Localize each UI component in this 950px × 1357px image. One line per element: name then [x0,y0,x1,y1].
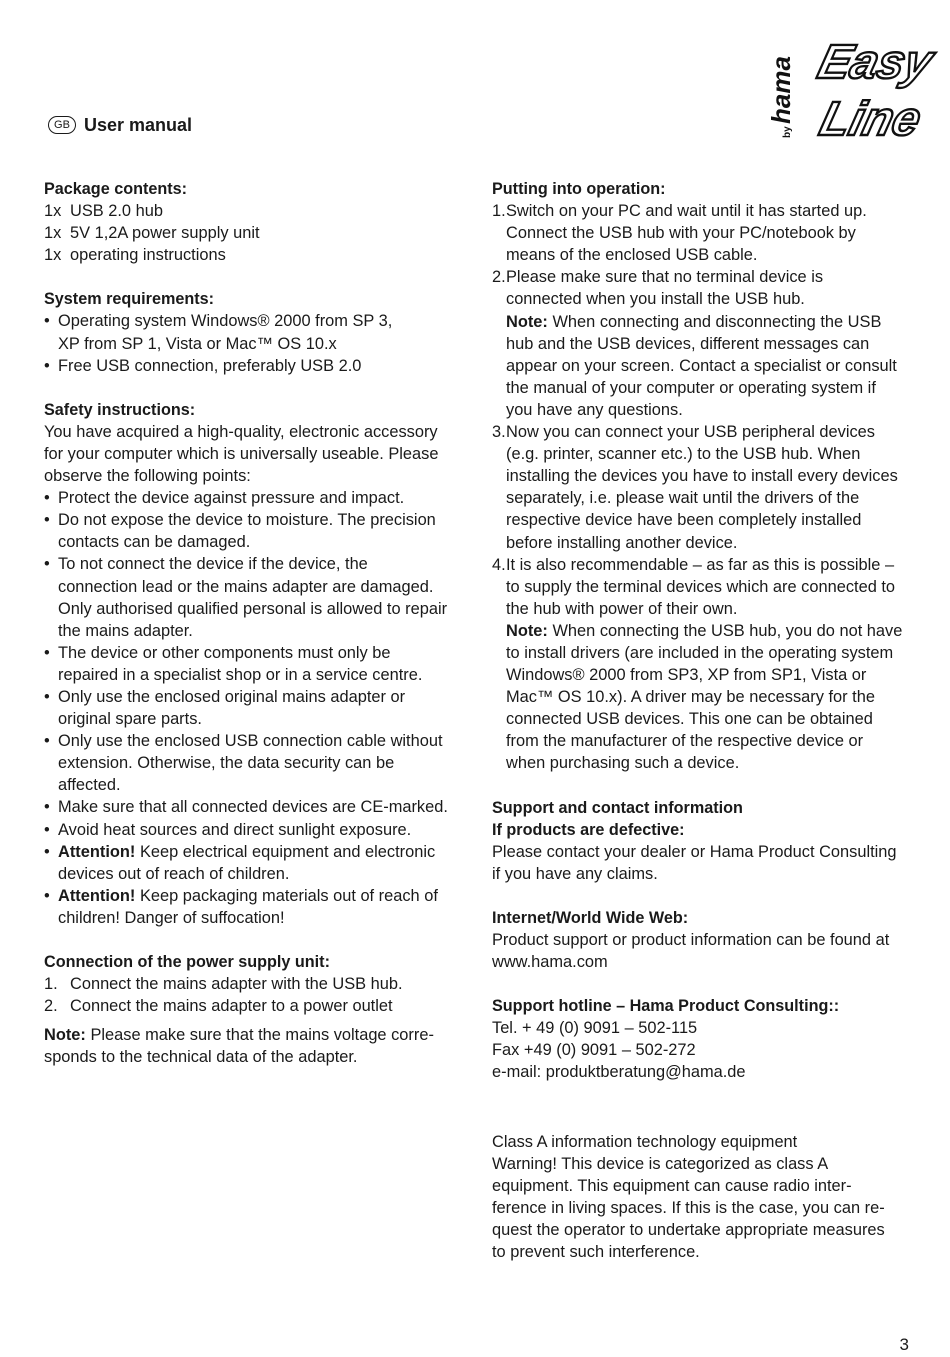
note-text: Mac™ OS 10.x). A driver may be necessary for the [506,688,875,707]
item-quantity: 1x [44,246,62,265]
package-contents-section [44,178,464,266]
item-body [58,730,443,796]
list-item [44,642,464,686]
email-link[interactable]: e-mail: produktberatung@hama.de [492,1063,746,1082]
item-text: Protect the device against pressure and impact. [58,489,405,508]
step-text: installing the devices you have to install every devices [506,467,898,486]
notice-text: Class A information technology equipment [492,1133,798,1151]
list-item [44,310,464,354]
list-item [44,487,464,509]
list-item [44,796,464,818]
list-item [44,841,464,885]
bullet-icon: • [44,820,50,839]
list-item [492,554,916,775]
list-item [44,355,464,377]
page-title: User manual [84,115,193,135]
item-line [58,487,404,509]
step-text: separately, i.e. please wait until the drivers of the [506,489,860,508]
bullet-icon: • [44,312,50,331]
item-line [58,642,422,664]
item-body [58,841,435,885]
note-text: sponds to the technical data of the adapter. [44,1048,358,1067]
logo-easy-text: Easy [812,35,939,89]
list-item [44,553,464,641]
language-badge: GB [48,116,76,134]
item-text: Avoid heat sources and direct sunlight exposure. [58,820,412,839]
note-label: Note: [506,312,548,331]
section-heading: Support hotline – Hama Product Consulting:: [492,997,840,1016]
item-line [58,841,435,863]
website-link[interactable]: www.hama.com [492,953,608,972]
power-supply-steps [44,973,464,1017]
note-line [506,399,897,421]
bullet-icon: • [44,842,50,861]
class-a-notice [492,1131,916,1264]
safety-section [44,399,464,929]
note-line [506,377,897,399]
item-text: To not connect the device if the device, the [58,555,368,574]
item-text: Only authorised qualified personal is allowed to repair [58,599,448,618]
item-line [58,509,436,531]
step-text: respective device have been completely installed [506,511,862,530]
note-text: Windows® 2000 from SP3, XP from SP1, Vista or [506,666,867,685]
item-body [506,421,898,554]
note-text: connected USB devices. This one can be obtained [506,710,873,729]
item-text: Free USB connection, preferably USB 2.0 [58,356,362,375]
operation-steps [492,200,916,774]
item-line [58,819,411,841]
item-text: USB 2.0 hub [70,202,163,221]
item-text: Only use the enclosed USB connection cable without [58,732,443,751]
step-text: means of the enclosed USB cable. [506,246,758,265]
item-body [58,509,436,553]
left-column [44,178,464,1090]
notice-text: equipment. This equipment can cause radio inter- [492,1177,852,1196]
item-text: extension. Otherwise, the data security can be [58,754,395,773]
intro-text: observe the following points: [44,467,251,486]
item-line [58,686,405,708]
bullet-icon: • [44,732,50,751]
item-body [58,553,447,641]
item-text: Only use the enclosed original mains adapter or [58,687,406,706]
list-item [44,222,464,244]
step-text: Connect the mains adapter with the USB hub. [70,975,403,994]
item-body [58,686,405,730]
bullet-icon: • [44,356,50,375]
step-number: 1. [492,202,506,221]
intro-text: for your computer which is universally useable. Please [44,444,439,463]
logo-line-text: Line [814,92,927,146]
item-line [58,664,422,686]
operation-section [492,178,916,775]
step-number: 1. [44,975,58,994]
attention-label: Attention! [58,886,136,905]
item-text: XP from SP 1, Vista or Mac™ OS 10.x [58,334,337,353]
section-subheading: If products are defective: [492,820,685,839]
item-text: operating instructions [70,246,226,265]
item-text: Keep electrical equipment and electronic [135,842,436,861]
item-text: affected. [58,776,121,795]
bullet-icon: • [44,643,50,662]
step-number: 2. [44,997,58,1016]
note-line [506,664,902,686]
item-text: the mains adapter. [58,621,193,640]
section-heading: Safety instructions: [44,400,196,419]
section-heading: System requirements: [44,290,215,309]
telephone-number: Tel. + 49 (0) 9091 – 502-115 [492,1019,698,1038]
logo-by-text: by [782,126,793,138]
support-text: Please contact your dealer or Hama Product Consulting [492,842,897,861]
item-line [58,774,443,796]
section-heading: Putting into operation: [492,180,666,198]
attention-label: Attention! [58,842,136,861]
item-body [506,200,867,266]
intro-text: You have acquired a high-quality, electronic accessory [44,422,438,441]
item-line [58,598,447,620]
section-heading: Internet/World Wide Web: [492,908,689,927]
note-text: the manual of your computer or operating system if [506,378,876,397]
step-text: to supply the terminal devices which are connected to [506,577,896,596]
header [48,114,192,136]
item-line [58,907,438,929]
step-text: before installing another device. [506,533,738,552]
power-supply-section [44,951,464,1068]
bullet-icon: • [44,886,50,905]
item-body [58,819,411,841]
item-body [506,266,897,421]
step-text: It is also recommendable – as far as this is possible – [506,555,895,574]
safety-list [44,487,464,929]
item-text: connection lead or the mains adapter are damaged. [58,577,434,596]
item-line [58,576,447,598]
note-label: Note: [44,1026,86,1045]
note-text: hub and the USB devices, different messages can [506,334,870,353]
notice-text: ference in living spaces. If this is the case, you can re- [492,1199,885,1218]
note-line [506,752,902,774]
bullet-icon: • [44,687,50,706]
item-line [58,863,435,885]
list-item [44,730,464,796]
item-line [58,752,443,774]
system-requirements-list [44,310,464,376]
hotline-section [492,995,916,1083]
hama-easyline-logo [766,28,939,146]
fax-number: Fax +49 (0) 9091 – 502-272 [492,1041,696,1060]
item-body [58,310,392,354]
note-line [506,708,902,730]
note-text: to install drivers (are included in the operating system [506,643,894,662]
item-line [58,885,438,907]
support-section [492,797,916,885]
section-heading: Package contents: [44,180,188,198]
note-line [506,620,902,642]
list-item [492,421,916,554]
step-text: (e.g. printer, scanner etc.) to the USB hub. When [506,445,861,464]
item-body [58,885,438,929]
note-text: When connecting and disconnecting the USB [547,312,882,331]
item-body [58,796,448,818]
item-text: Do not expose the device to moisture. The precision [58,511,436,530]
step-number: 2. [492,268,506,287]
item-line [58,531,436,553]
list-item [492,266,916,421]
safety-intro [44,421,464,487]
internet-text: Product support or product information can be found at [492,931,890,949]
item-text: The device or other components must only be [58,643,391,662]
list-item [44,244,464,266]
section-heading: Connection of the power supply unit: [44,953,330,971]
step-text: Switch on your PC and wait until it has started up. [506,202,867,221]
step-text: Connect the USB hub with your PC/notebook by [506,224,856,243]
item-body [58,642,422,686]
item-text: original spare parts. [58,710,202,729]
note-text: from the manufacturer of the respective device or [506,732,864,751]
item-body [506,554,902,775]
notice-text: to prevent such interference. [492,1243,700,1262]
item-line [58,553,447,575]
support-text: if you have any claims. [492,864,658,883]
power-note [44,1024,464,1068]
item-line [58,708,405,730]
list-item [492,200,916,266]
list-item [44,686,464,730]
item-body [58,355,361,377]
step-text: Please make sure that no terminal device is [506,268,824,287]
item-text: contacts can be damaged. [58,533,251,552]
list-item [44,200,464,222]
right-column [492,178,916,1106]
internet-section [492,907,916,973]
item-text: repaired in a specialist shop or in a service centre. [58,665,423,684]
list-item [44,819,464,841]
item-text: Operating system Windows® 2000 from SP 3, [58,312,393,331]
notice-text: Warning! This device is categorized as class A [492,1155,829,1174]
note-line [506,333,897,355]
item-quantity: 1x [44,202,62,221]
item-quantity: 1x [44,224,62,243]
note-line [506,355,897,377]
note-line [506,311,897,333]
section-heading: Support and contact information [492,798,743,817]
note-text: When connecting the USB hub, you do not have [547,621,903,640]
note-text: when purchasing such a device. [506,754,740,773]
notice-text: quest the operator to undertake appropriate measures [492,1221,885,1240]
item-body [58,487,404,509]
item-line [58,730,443,752]
note-line [506,642,902,664]
step-text: connected when you install the USB hub. [506,290,805,309]
bullet-icon: • [44,511,50,530]
note-line [506,730,902,752]
logo-brand-text: hama [766,56,796,124]
item-line [58,620,447,642]
item-line [58,796,448,818]
note-text: you have any questions. [506,400,683,419]
step-number: 4. [492,555,506,574]
list-item [44,509,464,553]
bullet-icon: • [44,798,50,817]
item-text: 5V 1,2A power supply unit [70,224,260,243]
note-line [506,686,902,708]
bullet-icon: • [44,555,50,574]
step-number: 3. [492,423,506,442]
list-item [44,885,464,929]
list-item [44,995,464,1017]
bullet-icon: • [44,489,50,508]
note-label: Note: [506,621,548,640]
list-item [44,973,464,995]
package-contents-list [44,200,464,266]
page-number: 3 [899,1335,909,1354]
system-requirements-section [44,288,464,376]
item-text: devices out of reach of children. [58,864,290,883]
item-text: children! Danger of suffocation! [58,908,285,927]
step-text: the hub with power of their own. [506,599,738,618]
item-text: Keep packaging materials out of reach of [135,886,438,905]
step-text: Connect the mains adapter to a power outlet [70,997,393,1016]
step-text: Now you can connect your USB peripheral devices [506,423,875,442]
note-text: Please make sure that the mains voltage corre- [85,1026,434,1045]
note-text: appear on your screen. Contact a specialist or consult [506,356,897,375]
item-text: Make sure that all connected devices are CE-marked. [58,798,448,817]
